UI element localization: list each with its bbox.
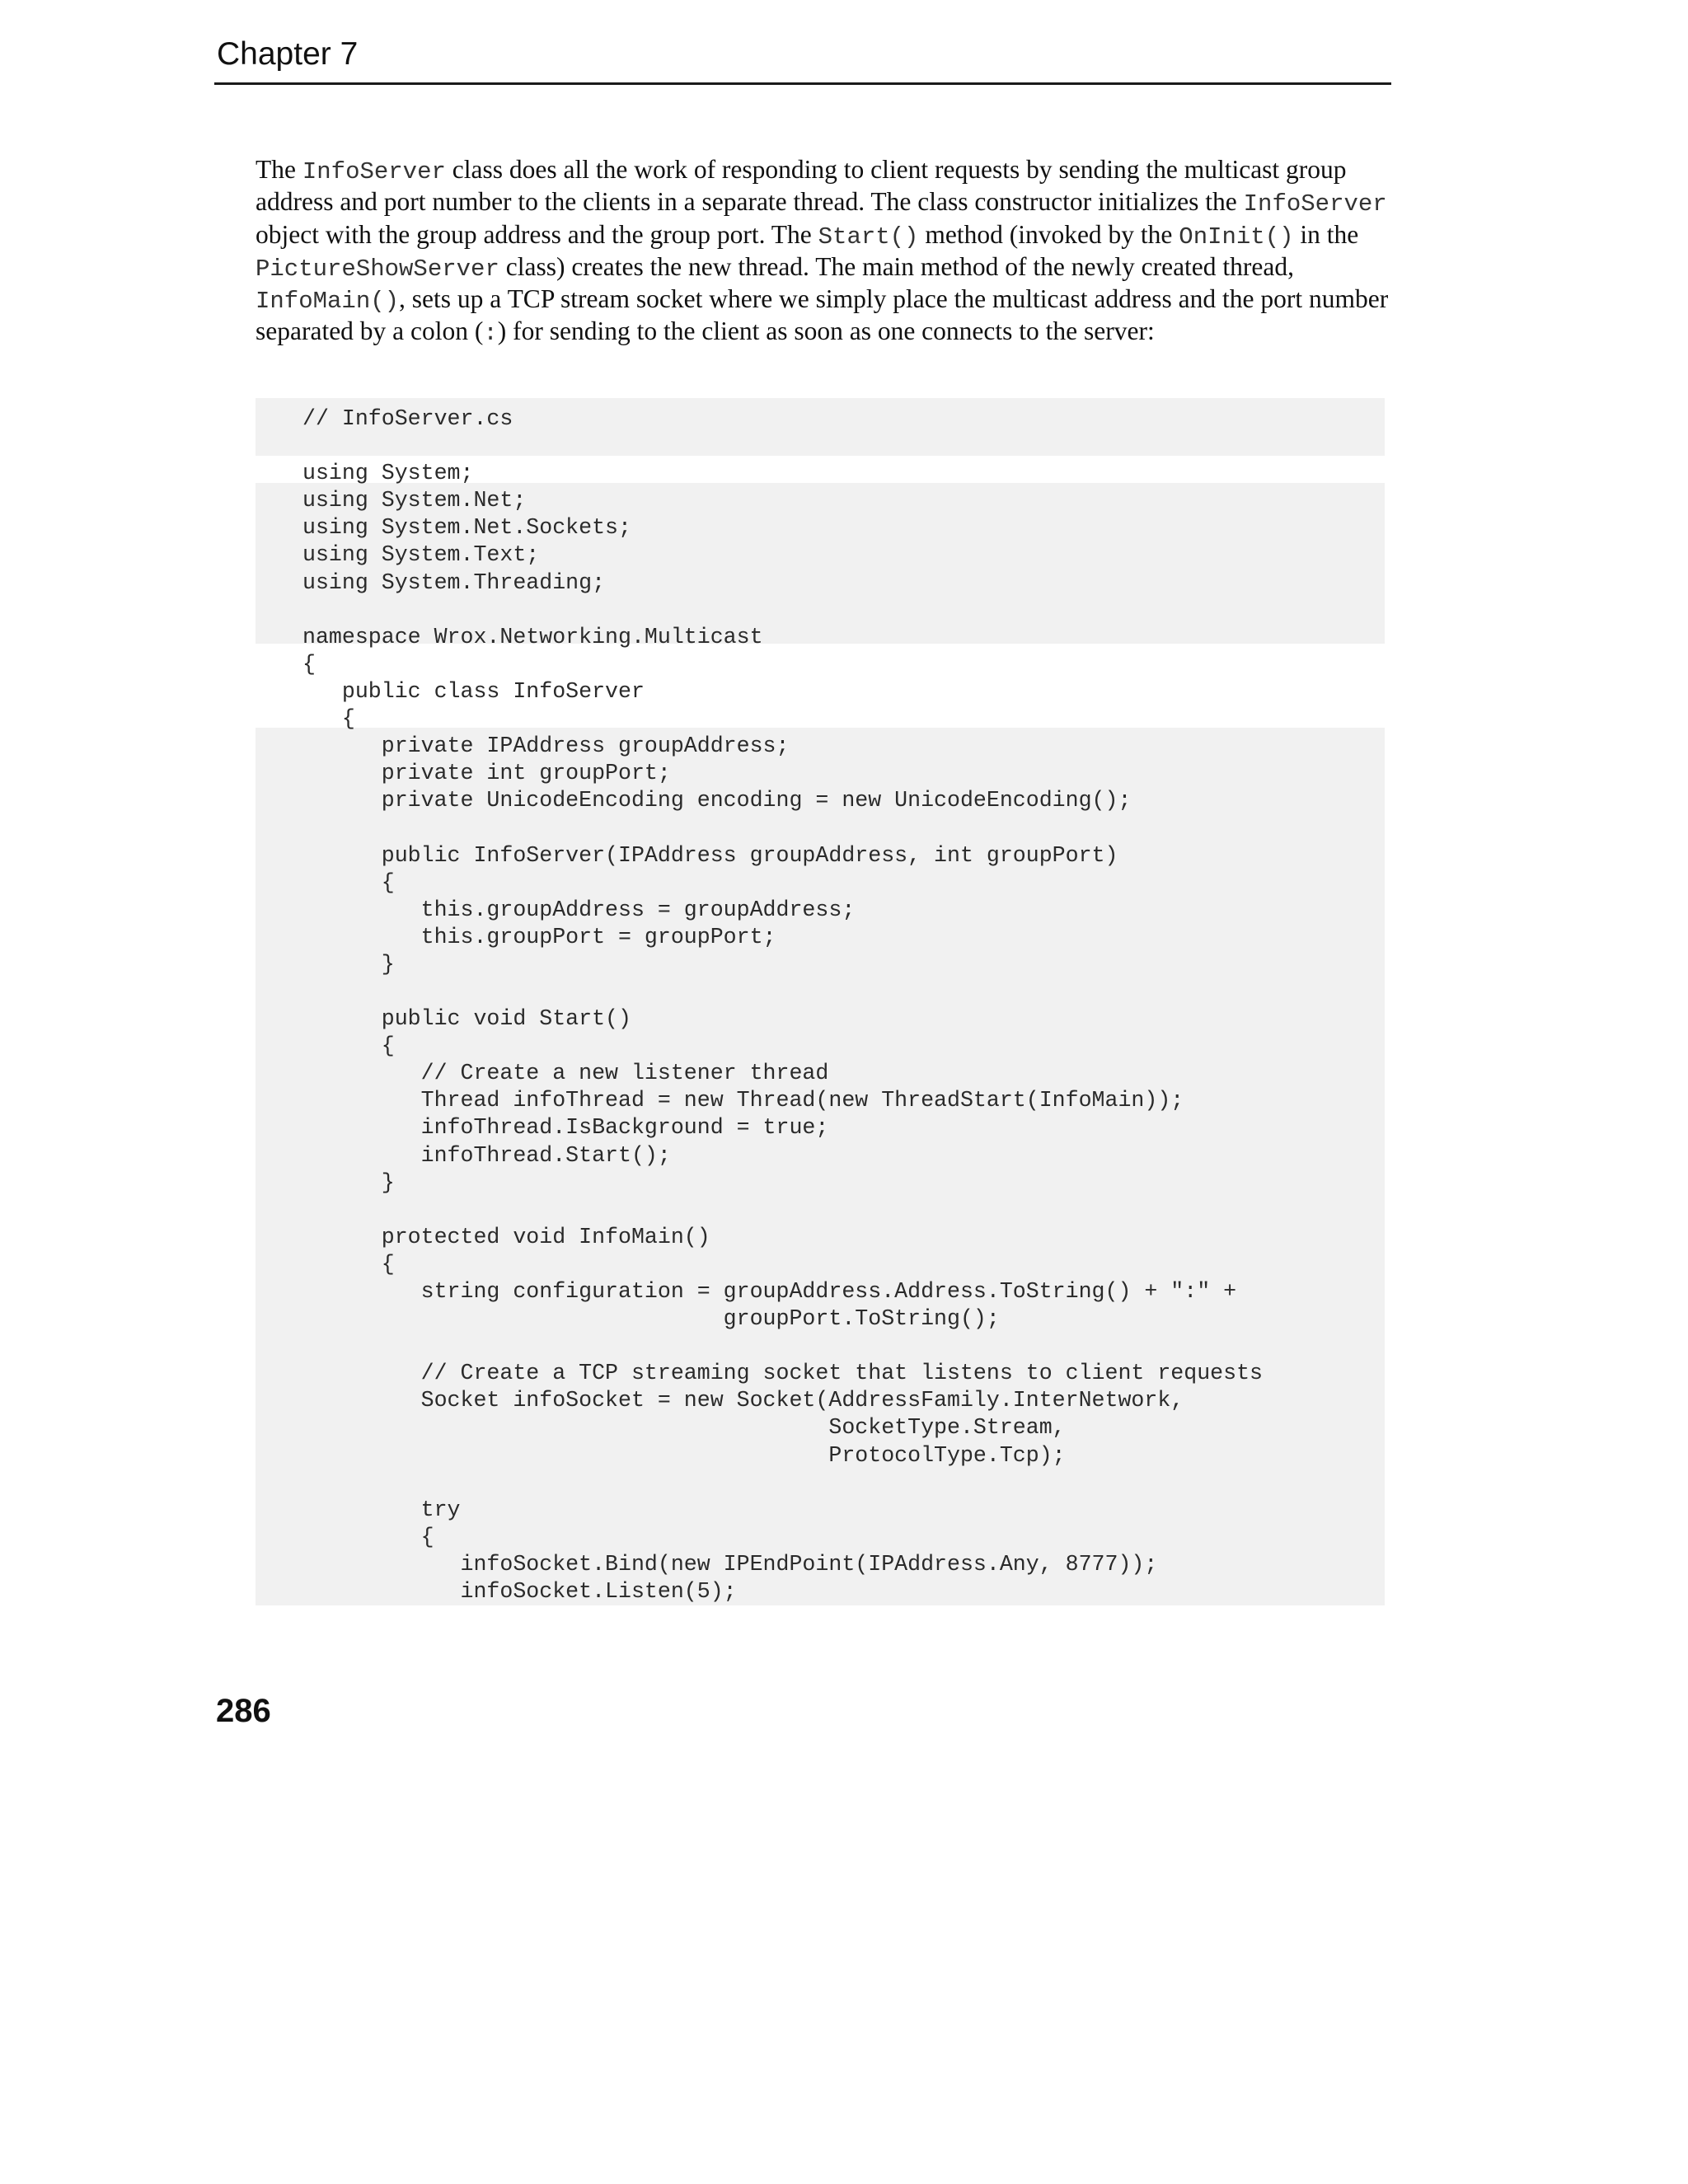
code-listing: // InfoServer.cs using System; using System.Net; using System.Net.Sockets; using System.Text; using System.Threading; namespace Wrox.Networking.Multicast { public class InfoServer { private IPAddress groupAddress; private int groupPort; private UnicodeEncoding encoding = new UnicodeEncoding(); public InfoServer(IPAddress groupAddress, int groupPort) { this.groupAddress = groupAddress; this.groupPort = groupPort; } public void Start() { // Create a new listener thread Thread infoThread = new Thread(new ThreadStart(InfoMain)); infoThread.IsBackground = true; infoThread.Start(); } protected void InfoMain() { string configuration = groupAddress.Address.ToString() + ":" + groupPort.ToString(); // Create a TCP streaming socket that listens to client requests Socket infoSocket = new Socket(AddressFamily.InterNetwork, SocketType.Stream, ProtocolType.Tcp); try { infoSocket.Bind(new IPEndPoint(IPAddress.Any, 8777)); infoSocket.Listen(5);: [302, 406, 1263, 1605]
intro-text: , sets up a TCP stream socket where we simply place the multicast address and the port number separated by a colon (: [256, 284, 1389, 346]
inline-code: OnInit(): [1179, 223, 1294, 251]
inline-code: PictureShowServer: [256, 255, 499, 283]
page-number: 286: [216, 1693, 271, 1729]
running-header: [214, 35, 1391, 85]
intro-text: class) creates the new thread. The main method of the newly created thread,: [499, 251, 1294, 281]
chapter-label: Chapter 7: [217, 36, 359, 72]
inline-code: Start(): [818, 223, 919, 251]
inline-code: InfoServer: [1243, 190, 1387, 218]
inline-code: :: [483, 320, 498, 348]
intro-paragraph: [256, 155, 1418, 349]
inline-code: InfoMain(): [256, 288, 400, 316]
intro-text: ) for sending to the client as soon as one connects to the server:: [497, 316, 1155, 346]
inline-code: InfoServer: [302, 158, 446, 185]
intro-text: object with the group address and the group port. The: [256, 219, 818, 249]
intro-text: class does all the work of responding to client requests by sending the multicast group address and port number to the clients in a separate thread. The class constructor initializes the: [256, 155, 1347, 217]
code-block: [256, 398, 1385, 1605]
intro-text: in the: [1293, 219, 1359, 249]
intro-text: method (invoked by the: [918, 219, 1179, 249]
intro-text: The: [256, 155, 302, 184]
